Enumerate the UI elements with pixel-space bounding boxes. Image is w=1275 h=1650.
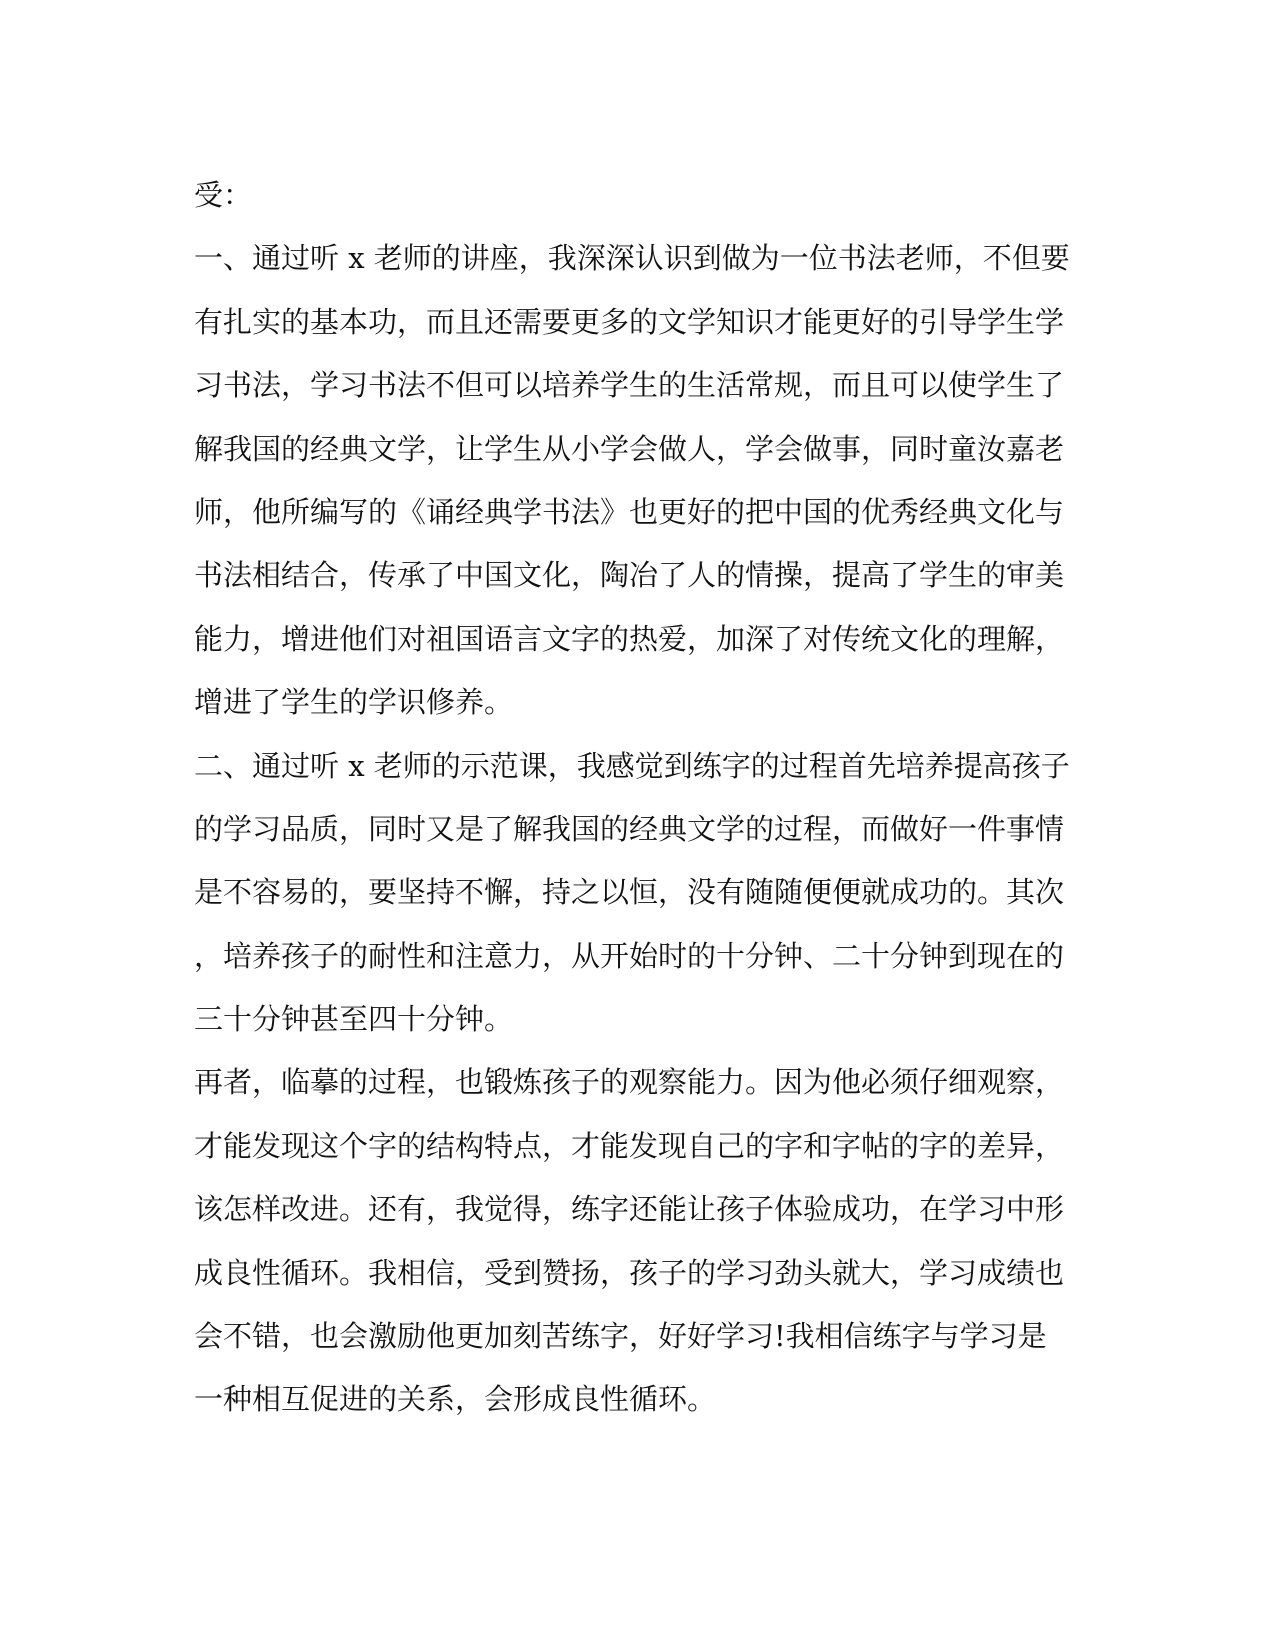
body-text: [194, 164, 1074, 1432]
text-line: 三十分钟甚至四十分钟。: [194, 1002, 514, 1037]
text-line: 受：: [194, 178, 253, 212]
text-line: 书法相结合，传承了中国文化，陶冶了人的情操，提高了学生的审美: [194, 558, 1065, 593]
text-line: 师，他所编写的《诵经典学书法》也更好的把中国的优秀经典文化与: [194, 494, 1065, 529]
text-line: 解我国的经典文学，让学生从小学会做人，学会做事，同时童汝嘉老: [194, 431, 1065, 466]
text-line: 增进了学生的学识修养。: [194, 685, 514, 720]
text-line: 有扎实的基本功，而且还需要更多的文学知识才能更好的引导学生学: [194, 304, 1065, 339]
text-line: 二、通过听 x 老师的示范课，我感觉到练字的过程首先培养提高孩子: [194, 748, 1070, 783]
text-line: 会不错，也会激励他更加刻苦练字，好好学习!我相信练字与学习是: [194, 1319, 1047, 1354]
text-line: ，培养孩子的耐性和注意力，从开始时的十分钟、二十分钟到现在的: [194, 938, 1065, 973]
text-line: 成良性循环。我相信，受到赞扬，孩子的学习劲头就大，学习成绩也: [194, 1255, 1065, 1290]
text-line: 一种相互促进的关系，会形成良性循环。: [194, 1382, 717, 1417]
text-line: 该怎样改进。还有，我觉得，练字还能让孩子体验成功，在学习中形: [194, 1192, 1065, 1227]
text-line: 一、通过听 x 老师的讲座，我深深认识到做为一位书法老师，不但要: [194, 241, 1070, 276]
text-line: 再者，临摹的过程，也锻炼孩子的观察能力。因为他必须仔细观察，: [194, 1065, 1065, 1100]
text-line: 习书法，学习书法不但可以培养学生的生活常规，而且可以使学生了: [194, 368, 1065, 403]
text-line: 才能发现这个字的结构特点，才能发现自己的字和字帖的字的差异，: [194, 1128, 1065, 1163]
text-line: 是不容易的，要坚持不懈，持之以恒，没有随随便便就成功的。其次: [194, 875, 1065, 910]
text-line: 的学习品质，同时又是了解我国的经典文学的过程，而做好一件事情: [194, 811, 1065, 846]
text-line: 能力，增进他们对祖国语言文字的热爱，加深了对传统文化的理解，: [194, 621, 1065, 656]
